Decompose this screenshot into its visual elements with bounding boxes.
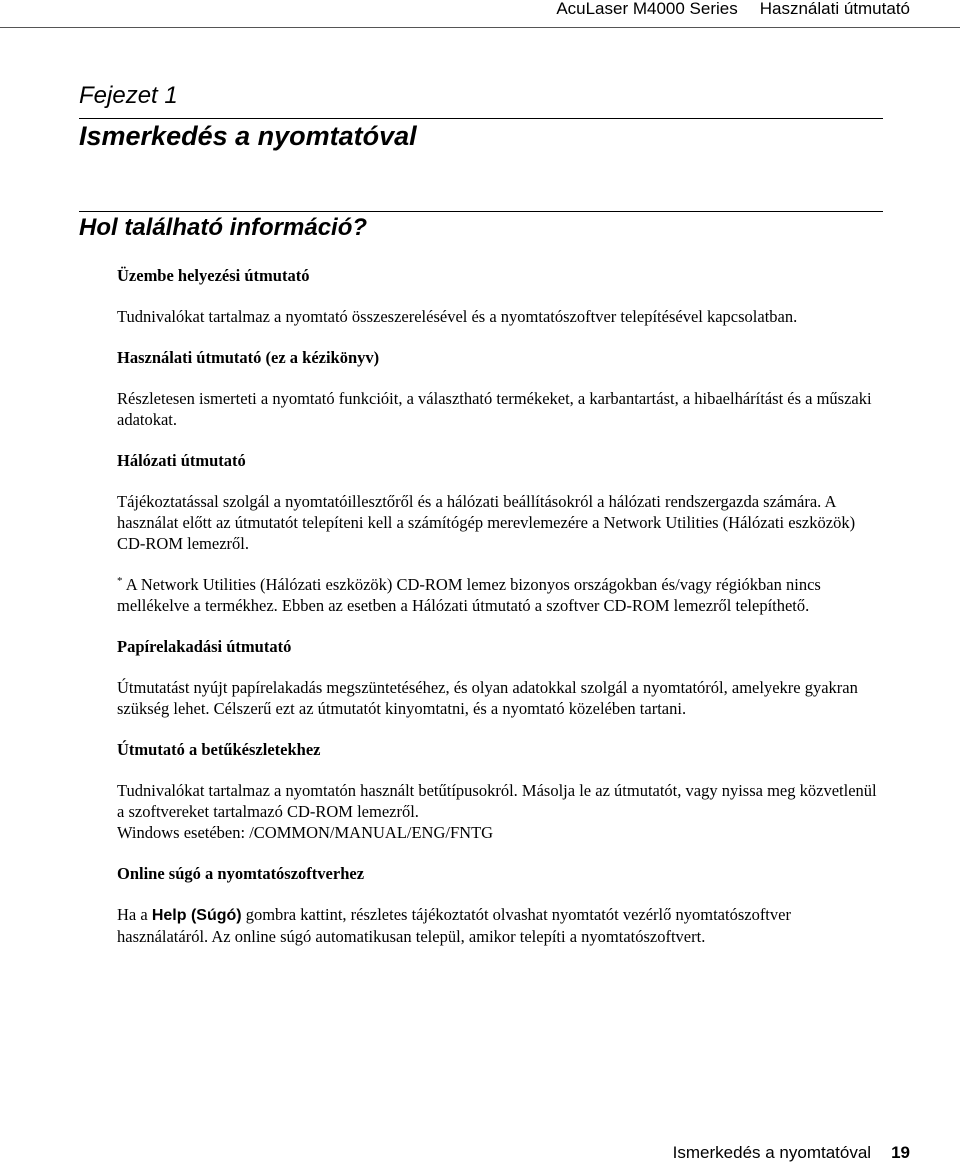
help-button-term: Help (Súgó) [151, 907, 242, 924]
page-number: 19 [891, 1143, 910, 1162]
chapter-rule [79, 118, 883, 119]
page-header [0, 0, 960, 28]
entry-body-font-guide: Tudnivalókat tartalmaz a nyomtatón használt betűtípusokról. Másolja le az útmutatót, vagy nyissa meg közvetlenül a szoftvereket tartalmazó CD-ROM lemezről. [117, 781, 877, 821]
page-footer [673, 1143, 910, 1163]
header-guide: Használati útmutató [759, 0, 910, 18]
chapter-label: Fejezet 1 [79, 82, 178, 109]
footer-chapter-title: Ismerkedés a nyomtatóval [672, 1143, 872, 1162]
header-rule [0, 27, 960, 28]
section-title: Hol található információ? [79, 214, 368, 241]
chapter-title: Ismerkedés a nyomtatóval [79, 121, 417, 151]
header-product: AcuLaser M4000 Series [556, 0, 738, 18]
online-help-text-before: Ha a [117, 905, 152, 924]
page-content [117, 265, 885, 967]
entry-heading-font-guide: Útmutató a betűkészletekhez [117, 740, 321, 759]
entry-note-network-guide [117, 574, 885, 616]
entry-heading-paper-jam-guide: Papírelakadási útmutató [117, 637, 292, 656]
section-rule [79, 211, 883, 212]
entry-path-font-guide: Windows esetében: /COMMON/MANUAL/ENG/FNTG [117, 823, 494, 842]
entry-body-setup-guide: Tudnivalókat tartalmaz a nyomtató összeszerelésével és a nyomtatószoftver telepítésével kapcsolatban. [117, 307, 798, 326]
header-text [556, 0, 910, 18]
entry-body-paper-jam-guide: Útmutatást nyújt papírelakadás megszüntetéséhez, és olyan adatokkal szolgál a nyomtatóról, amelyekre gyakran szükség lehet. Célszerű ezt az útmutatót kinyomtatni, és a nyomtató közelében tartani. [117, 678, 858, 718]
note-asterisk: * [117, 575, 123, 587]
entry-body-network-guide: Tájékoztatással szolgál a nyomtatóillesztőről és a hálózati beállításokról a hálózati rendszergazda számára. A használat előtt az útmutatót telepíteni kell a számítógép merevlemezére a Network Utilities (Hálózati eszközök) CD-ROM lemezről. [117, 492, 856, 553]
entry-body-online-help [117, 904, 885, 947]
entry-heading-online-help: Online súgó a nyomtatószoftverhez [117, 864, 365, 883]
entry-body-users-guide: Részletesen ismerteti a nyomtató funkcióit, a választható termékeket, a karbantartást, a hibaelhárítást és a műszaki adatokat. [117, 389, 872, 429]
entry-heading-network-guide: Hálózati útmutató [117, 451, 246, 470]
entry-heading-setup-guide: Üzembe helyezési útmutató [117, 266, 310, 285]
note-text: A Network Utilities (Hálózati eszközök) CD-ROM lemez bizonyos országokban és/vagy régiókban nincs mellékelve a termékhez. Ebben az esetben a Hálózati útmutató a szoftver CD-ROM lemezről telepíthető. [117, 575, 821, 615]
entry-heading-users-guide: Használati útmutató (ez a kézikönyv) [117, 348, 380, 367]
online-help-text-after: gombra kattint, részletes tájékoztatót olvashat nyomtatót vezérlő nyomtatószoftver használatáról. Az online súgó automatikusan települ, amikor telepíti a nyomtatószoftvert. [117, 905, 791, 946]
